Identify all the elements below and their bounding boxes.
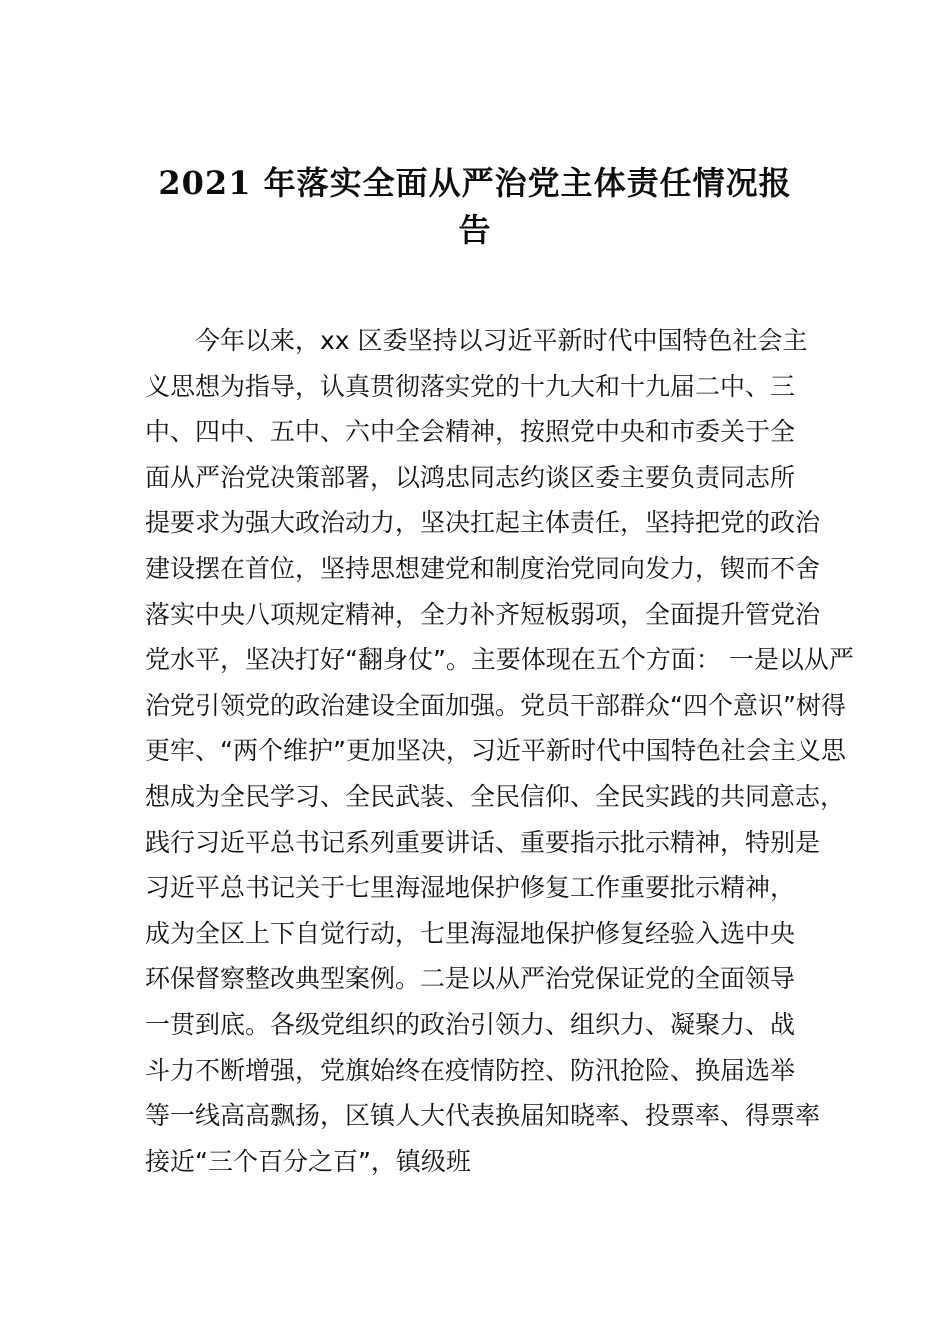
body-line: 斗力不断增强，党旗始终在疫情防控、防汛抢险、换届选举 (145, 1055, 796, 1085)
body-line: 中、四中、五中、六中全会精神，按照党中央和市委关于全 (145, 417, 796, 447)
body-line: 提要求为强大政治动力，坚决扛起主体责任，坚持把党的政治 (145, 508, 821, 538)
body-line: 等一线高高飘扬，区镇人大代表换届知晓率、投票率、得票率 (145, 1101, 821, 1131)
body-line: 党水平，坚决打好“翻身仗”。主要体现在五个方面： 一是以从严 (145, 645, 854, 675)
body-line: 环保督察整改典型案例。二是以从严治党保证党的全面领导 (145, 964, 796, 994)
document-title (140, 160, 810, 254)
body-line: 落实中央八项规定精神，全力补齐短板弱项，全面提升管党治 (145, 599, 821, 629)
body-line: 习近平总书记关于七里海湿地保护修复工作重要批示精神， (145, 873, 796, 903)
body-line: 践行习近平总书记系列重要讲话、重要指示批示精神，特别是 (145, 827, 821, 857)
body-paragraph (145, 318, 854, 1184)
body-line: 面从严治党决策部署，以鸿忠同志约谈区委主要负责同志所 (145, 462, 796, 492)
body-line: 义思想为指导，认真贯彻落实党的十九大和十九届二中、三 (145, 371, 796, 401)
body-line: 接近“三个百分之百”，镇级班 (145, 1146, 471, 1176)
body-line: 今年以来，xx 区委坚持以习近平新时代中国特色社会主 (195, 326, 808, 355)
body-line: 一贯到底。各级党组织的政治引领力、组织力、凝聚力、战 (145, 1009, 796, 1039)
body-line: 想成为全民学习、全民武装、全民信仰、全民实践的共同意志， (145, 781, 846, 811)
title-line-1: 2021 年落实全面从严治党主体责任情况报 (158, 164, 792, 202)
body-line: 成为全区上下自觉行动，七里海湿地保护修复经验入选中央 (145, 918, 796, 948)
body-line: 治党引领党的政治建设全面加强。党员干部群众“四个意识”树得 (145, 690, 846, 720)
body-line: 建设摆在首位，坚持思想建党和制度治党同向发力，锲而不舍 (145, 553, 821, 583)
title-line-2: 告 (458, 211, 492, 249)
body-line: 更牢、“两个维护”更加坚决，习近平新时代中国特色社会主义思 (145, 736, 846, 766)
